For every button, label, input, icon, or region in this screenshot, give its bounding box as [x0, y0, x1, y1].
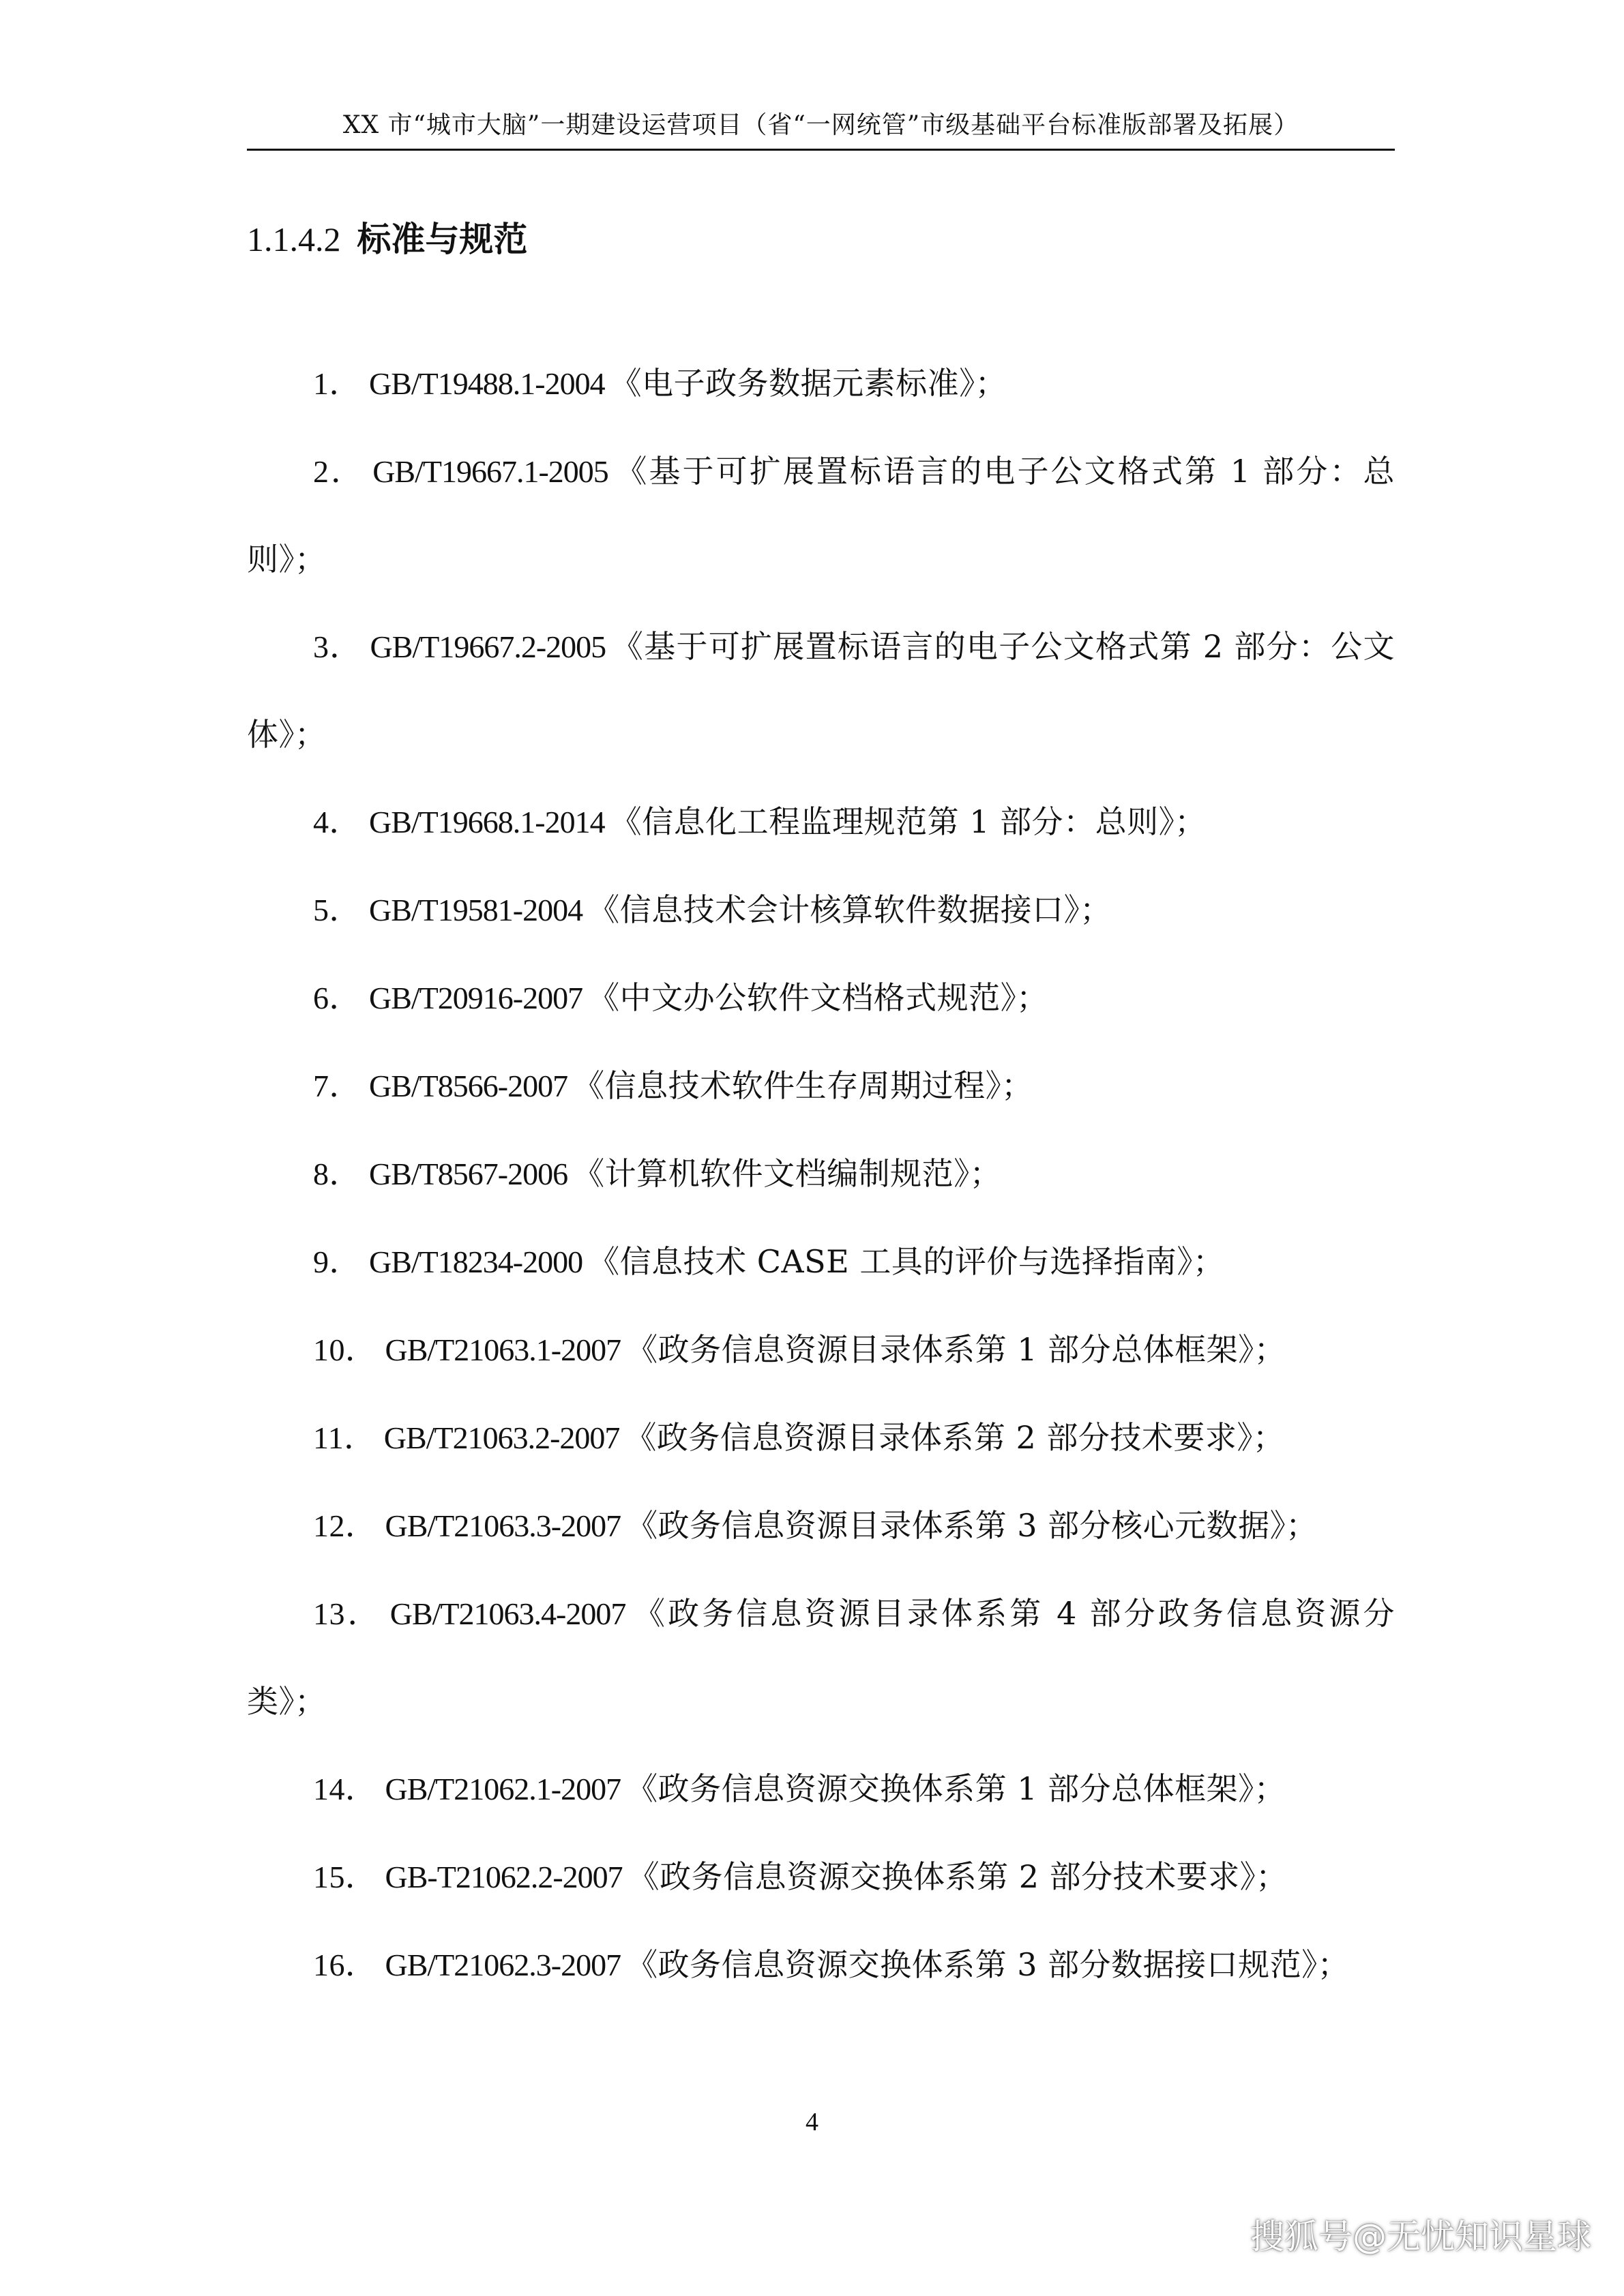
section-number: 1.1.4.2: [247, 220, 341, 258]
list-item: [247, 1482, 1395, 1570]
item-index: 5．: [313, 893, 361, 927]
standard-code: GB/T19667.1-2005: [372, 454, 608, 489]
standard-code: GB-T21062.2-2007: [385, 1860, 623, 1894]
standard-title: 《政务信息资源目录体系第 3 部分核心元数据》；: [626, 1507, 1318, 1544]
standard-title: 《计算机软件文档编制规范》；: [573, 1155, 1002, 1192]
standard-code: GB/T21062.1-2007: [385, 1772, 621, 1806]
standard-title: 《信息技术软件生存周期过程》；: [573, 1067, 1033, 1104]
item-index: 4．: [313, 805, 361, 839]
list-item: [247, 428, 1395, 603]
standard-title: 《中文办公软件文档格式规范》；: [588, 979, 1048, 1016]
standard-title: 《政务信息资源交换体系第 3 部分数据接口规范》；: [626, 1946, 1350, 1983]
list-item: [247, 1130, 1395, 1218]
list-item: [247, 1306, 1395, 1394]
item-index: 11．: [313, 1420, 376, 1455]
standard-code: GB/T21063.1-2007: [385, 1332, 621, 1367]
standard-title: 《政务信息资源目录体系第 1 部分总体框架》；: [626, 1331, 1286, 1368]
standard-title: 《政务信息资源交换体系第 2 部分技术要求》；: [628, 1858, 1288, 1895]
standard-code: GB/T19488.1-2004: [369, 366, 605, 401]
standard-code: GB/T19668.1-2014: [369, 805, 605, 839]
standard-code: GB/T8566-2007: [369, 1069, 568, 1103]
standard-code: GB/T18234-2000: [369, 1244, 583, 1279]
list-item: [247, 1394, 1395, 1482]
list-item: [247, 1921, 1395, 2009]
list-item: [247, 603, 1395, 778]
watermark: 搜狐号@无忧知识星球: [1250, 2217, 1591, 2256]
item-index: 13．: [313, 1596, 382, 1631]
item-index: 10．: [313, 1332, 377, 1367]
list-item: [247, 1745, 1395, 1833]
list-item: [247, 1042, 1395, 1130]
standard-code: GB/T19581-2004: [369, 893, 583, 927]
item-index: 8．: [313, 1157, 361, 1191]
standard-title: 《信息化工程监理规范第 1 部分：总则》；: [610, 803, 1207, 840]
item-index: 3．: [313, 629, 362, 664]
standard-title: 《电子政务数据元素标准》；: [610, 365, 1007, 402]
list-item: [247, 778, 1395, 866]
standard-code: GB/T21063.3-2007: [385, 1508, 621, 1543]
page-number: 4: [806, 2108, 818, 2136]
standard-code: GB/T19667.2-2005: [370, 629, 606, 664]
standard-title: 《基于可扩展置标语言的电子公文格式第 2 部分：公文体》；: [247, 628, 1395, 753]
item-index: 16．: [313, 1948, 377, 1982]
standard-title: 《政务信息资源目录体系第 4 部分政务信息资源分类》；: [247, 1595, 1395, 1720]
standard-title: 《政务信息资源目录体系第 2 部分技术要求》；: [625, 1419, 1285, 1456]
standards-list: [247, 340, 1395, 2009]
section-heading: [247, 217, 527, 262]
standard-code: GB/T21063.2-2007: [383, 1420, 620, 1455]
list-item: [247, 340, 1395, 428]
item-index: 12．: [313, 1508, 377, 1543]
header-divider: [247, 149, 1395, 151]
list-item: [247, 1570, 1395, 1745]
standard-code: GB/T8567-2006: [369, 1157, 568, 1191]
list-item: [247, 954, 1395, 1042]
list-item: [247, 866, 1395, 954]
item-index: 2．: [313, 454, 365, 489]
standard-code: GB/T20916-2007: [369, 981, 583, 1015]
section-title: 标准与规范: [357, 219, 528, 259]
standard-title: 《信息技术 CASE 工具的评价与选择指南》；: [588, 1243, 1225, 1280]
list-item: [247, 1218, 1395, 1306]
running-header: XX 市“城市大脑”一期建设运营项目（省“一网统管”市级基础平台标准版部署及拓展）: [342, 111, 1299, 139]
list-item: [247, 1833, 1395, 1921]
standard-code: GB/T21063.4-2007: [389, 1596, 626, 1631]
standard-title: 《政务信息资源交换体系第 1 部分总体框架》；: [626, 1770, 1286, 1807]
standard-title: 《信息技术会计核算软件数据接口》；: [588, 891, 1112, 928]
item-index: 9．: [313, 1244, 361, 1279]
standard-code: GB/T21062.3-2007: [385, 1948, 621, 1982]
standard-title: 《基于可扩展置标语言的电子公文格式第 1 部分：总则》；: [247, 453, 1395, 578]
item-index: 6．: [313, 981, 361, 1015]
item-index: 1．: [313, 366, 361, 401]
item-index: 14．: [313, 1772, 377, 1806]
item-index: 15．: [313, 1860, 377, 1894]
item-index: 7．: [313, 1069, 361, 1103]
